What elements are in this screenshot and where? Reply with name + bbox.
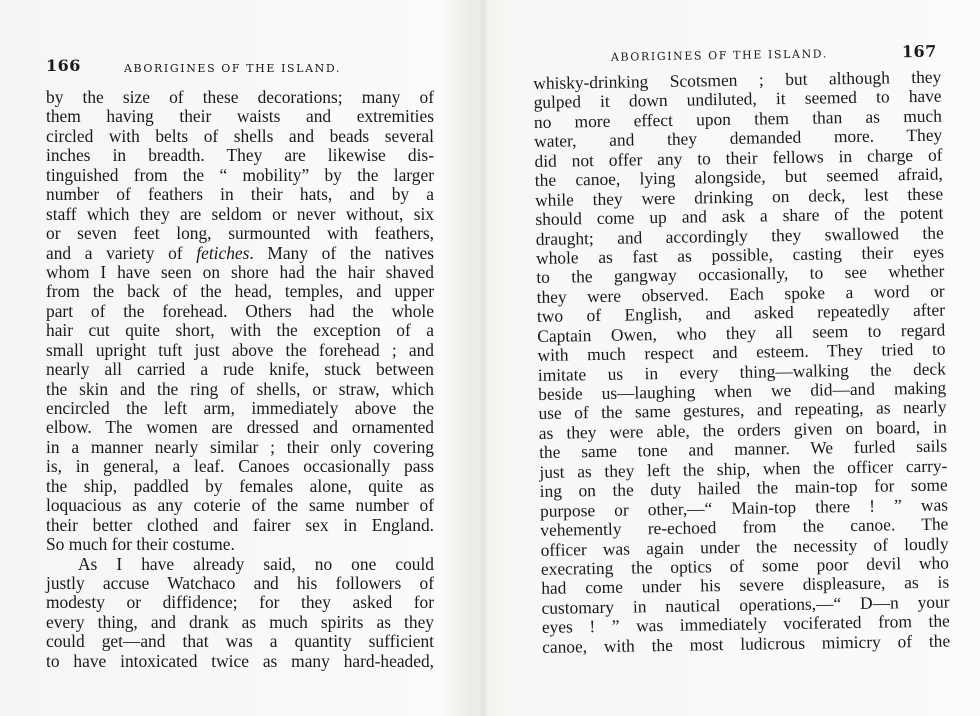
right-page bbox=[532, 0, 951, 657]
text-line: whole as fast as possible, casting their eyes bbox=[535, 241, 945, 268]
text-line: should come up and ask a share of the potent bbox=[535, 202, 944, 230]
text-line: draught; and accordingly they swallowed the bbox=[535, 222, 944, 249]
text-line: the skin and the ring of shells, or straw, which bbox=[46, 378, 434, 399]
book-gutter bbox=[478, 0, 488, 716]
text-line: gulped it down undiluted, it seemed to have bbox=[533, 86, 942, 113]
text-line: canoe, with the most ludicrous mimicry of the bbox=[542, 630, 951, 657]
text-line: from the back of the head, temples, and upper bbox=[46, 281, 434, 302]
text-line: water, and they demanded more. They bbox=[534, 124, 943, 152]
text-line: as they were able, the orders given on board, in bbox=[538, 416, 947, 443]
right-body-text bbox=[533, 68, 950, 657]
text-line: encircled the left arm, immediately above the bbox=[46, 398, 434, 418]
text-line: or seven feet long, surmounted with feathers, bbox=[46, 223, 434, 244]
text-line: justly accuse Watchaco and his followers of bbox=[46, 572, 434, 593]
text-line: inches in breadth. They are likewise dis- bbox=[46, 145, 434, 166]
text-line: part of the forehead. Others had the whole bbox=[46, 300, 434, 321]
text-line: the canoe, lying alongside, but seemed afraid, bbox=[534, 163, 943, 191]
text-line: every thing, and drank as much spirits as they bbox=[46, 611, 434, 632]
text-line: while they were drinking on deck, lest these bbox=[534, 183, 944, 210]
text-line: eyes ! ” was immediately vociferated from the bbox=[541, 610, 950, 638]
text-line: whisky-drinking Scotsmen ; but although they bbox=[533, 66, 942, 93]
text-line: imitate us in every thing—walking the deck bbox=[537, 358, 946, 385]
text-line: whom I have seen on shore had the hair shaved bbox=[46, 261, 434, 282]
text-line: and a variety of fetiches. Many of the natives bbox=[46, 242, 434, 263]
text-line: execrating the optics of some poor devil who bbox=[540, 552, 950, 579]
right-running-head bbox=[532, 0, 940, 64]
text-line: modesty or diffidence; for they asked for bbox=[46, 592, 434, 613]
text-line: is, in general, a leaf. Canoes occasionally pass bbox=[46, 456, 434, 477]
text-line: hair cut quite short, with the exception of a bbox=[46, 320, 434, 341]
text-line: vehemently re-echoed from the canoe. The bbox=[540, 513, 949, 540]
text-line: So much for their costume. bbox=[46, 534, 235, 555]
text-line: nearly all carried a rude knife, stuck between bbox=[46, 359, 434, 380]
text-line: them having their waists and extremities bbox=[46, 106, 434, 127]
text-line: ing on the duty hailed the main-top for some bbox=[539, 474, 948, 502]
text-line: they were observed. Each spoke a word or bbox=[536, 280, 945, 307]
text-line: small upright tuft just above the forehead ; and bbox=[46, 339, 434, 360]
text-line: tinguished from the “ mobility” by the larger bbox=[46, 164, 434, 185]
left-page-number: 166 bbox=[46, 56, 81, 75]
text-line: use of the same gestures, and repeating, as nearly bbox=[538, 396, 947, 424]
text-line: could get—and that was a quantity sufficient bbox=[46, 631, 434, 652]
text-line: beside us—laughing when we did—and making bbox=[538, 377, 947, 404]
text-line: purpose or other,—“ Main-top there ! ” was bbox=[539, 494, 949, 521]
text-line: just as they left the ship, when the officer carry- bbox=[539, 455, 948, 482]
text-line: the same tone and manner. We furled sails bbox=[538, 435, 948, 463]
text-line: As I have already said, no one could bbox=[78, 553, 434, 574]
text-line: loquacious as any coterie of the same number of bbox=[46, 495, 434, 516]
text-line: number of feathers in their hats, and by a bbox=[46, 184, 434, 205]
text-line: had come under his severe displeasure, as is bbox=[541, 571, 950, 599]
text-line: to have intoxicated twice as many hard-headed, bbox=[46, 650, 434, 671]
text-line: circled with belts of shells and beads several bbox=[46, 125, 434, 146]
text-line: staff which they are seldom or never without, six bbox=[46, 203, 434, 224]
text-line: did not offer any to their fellows in charge of bbox=[534, 144, 943, 171]
text-line: customary in nautical operations,—“ D—n your bbox=[541, 591, 950, 618]
text-line: in a manner nearly similar ; their only covering bbox=[46, 436, 434, 457]
left-running-head bbox=[46, 0, 434, 75]
text-line: Captain Owen, who they all seem to regard bbox=[537, 319, 946, 346]
left-running-title: ABORIGINES OF THE ISLAND. bbox=[124, 62, 341, 75]
left-body-text bbox=[46, 88, 434, 671]
left-page bbox=[46, 0, 434, 671]
text-line: by the size of these decorations; many of bbox=[46, 87, 434, 107]
text-line: no more effect upon them than as much bbox=[533, 105, 943, 132]
italic-word: fetiches bbox=[196, 242, 250, 263]
text-line: to the gangway occasionally, to see whether bbox=[536, 260, 945, 288]
text-line: elbow. The women are dressed and ornamented bbox=[46, 417, 434, 438]
text-line: two of English, and asked repeatedly after bbox=[536, 299, 946, 327]
text-line: with much respect and esteem. They tried to bbox=[537, 338, 946, 366]
right-running-title: ABORIGINES OF THE ISLAND. bbox=[610, 47, 828, 64]
text-line: the ship, paddled by females alone, quite as bbox=[46, 475, 434, 496]
right-page-number: 167 bbox=[901, 41, 938, 62]
text-line: their better clothed and fairer sex in England. bbox=[46, 514, 434, 535]
text-line: officer was again under the necessity of loudly bbox=[540, 533, 949, 560]
